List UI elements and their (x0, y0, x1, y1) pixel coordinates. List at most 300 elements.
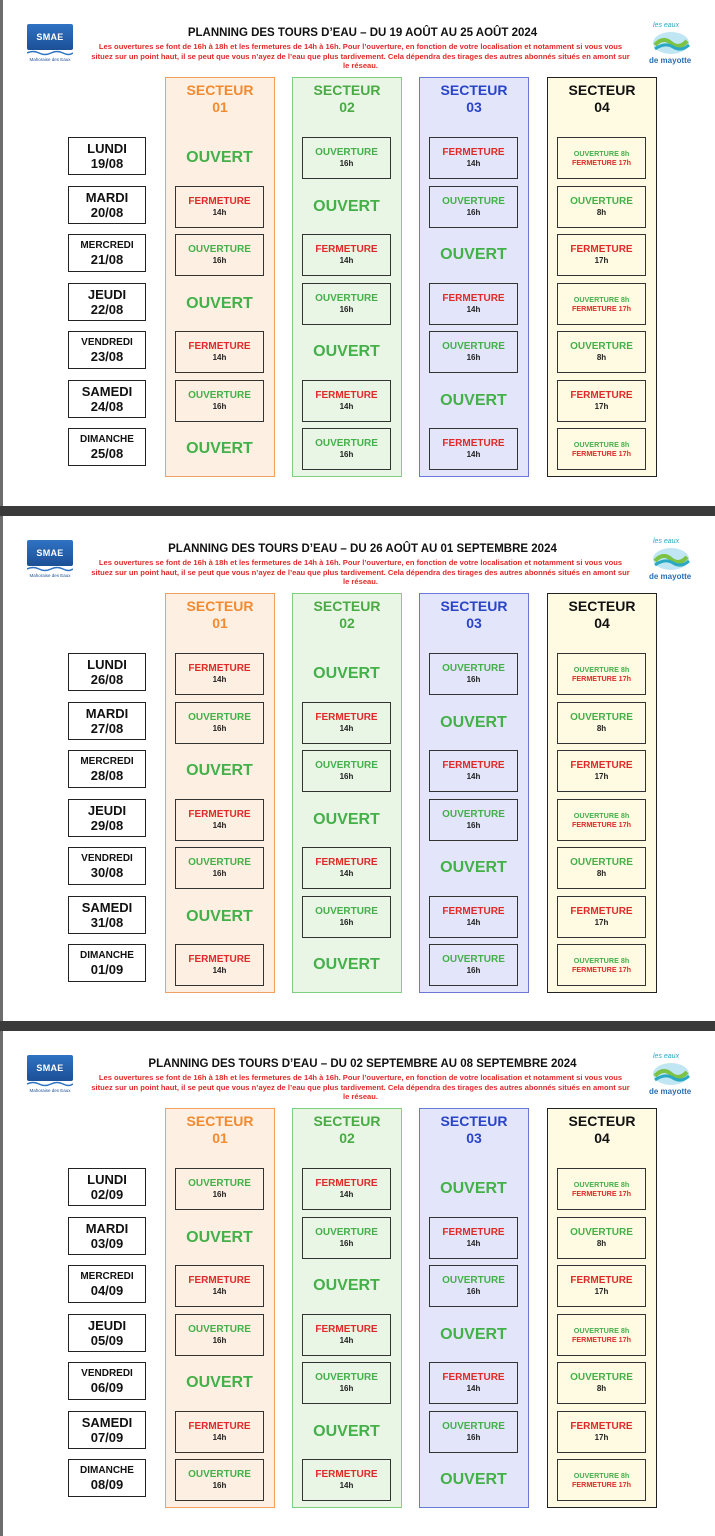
opening-label: OUVERTURE (442, 1420, 505, 1432)
day-date: 03/09 (90, 1235, 124, 1251)
opening-label: OUVERTURE (315, 292, 378, 304)
smae-logo-text: SMAE (27, 24, 73, 50)
opening-8h-label: OUVERTURE 8h (573, 1471, 630, 1480)
status-time: 16h (339, 304, 354, 314)
open-status: OUVERT (313, 1422, 380, 1440)
status-box (557, 1314, 646, 1356)
schedule-cell (175, 750, 264, 792)
status-box (302, 1168, 391, 1210)
open-status: OUVERT (186, 762, 253, 779)
closing-label: FERMETURE (442, 147, 505, 158)
schedule-cell (557, 1459, 646, 1501)
schedule-cell (429, 847, 518, 889)
status-time: 14h (466, 917, 481, 927)
opening-8h-label: OUVERTURE 8h (573, 149, 630, 158)
schedule-cell (429, 380, 518, 422)
closing-label: FERMETURE (442, 292, 505, 304)
schedule-cell (175, 137, 264, 179)
sector-header-label: SECTEUR (186, 598, 254, 614)
sector-column-4 (547, 77, 657, 477)
opening-label: OUVERTURE (188, 389, 251, 401)
status-time: 14h (339, 1335, 354, 1345)
opening-label: OUVERTURE (315, 905, 378, 917)
closing-label: FERMETURE (442, 1372, 505, 1383)
schedule-page (0, 1031, 715, 1536)
day-label (68, 234, 146, 272)
day-name: MERCREDI (80, 756, 134, 767)
sector-header (420, 598, 528, 632)
schedule-cell (429, 1265, 518, 1307)
closing-label: FERMETURE (442, 1226, 505, 1238)
closing-label: FERMETURE (315, 244, 378, 255)
closing-label: FERMETURE (188, 195, 251, 207)
status-time: 14h (212, 820, 227, 830)
status-time: 14h (212, 353, 227, 362)
status-time: 14h (466, 304, 481, 314)
status-time: 17h (594, 772, 609, 781)
schedule-cell (175, 799, 264, 841)
sector-header (293, 598, 401, 632)
schedule-cell (175, 1411, 264, 1453)
schedule-cell (557, 1314, 646, 1356)
smae-logo-text: SMAE (27, 1055, 73, 1081)
sector-header-number: 01 (212, 99, 228, 115)
schedule-cell (175, 234, 264, 276)
schedule-cell (557, 1411, 646, 1453)
sector-column-3 (419, 77, 529, 477)
sector-column-1 (165, 1108, 275, 1508)
status-box (175, 702, 264, 744)
schedule-cell (175, 896, 264, 938)
status-box (557, 234, 646, 276)
schedule-cell (302, 380, 391, 422)
closing-label: FERMETURE (188, 663, 251, 674)
schedule-cell (429, 1411, 518, 1453)
status-box (429, 1362, 518, 1404)
sector-header-label: SECTEUR (568, 82, 636, 98)
status-box (175, 234, 264, 276)
open-status: OUVERT (313, 197, 380, 215)
opening-8h-label: OUVERTURE 8h (573, 956, 630, 965)
status-box (557, 1265, 646, 1307)
mayotte-logo-name: de mayotte (649, 56, 692, 65)
status-time: 14h (212, 675, 227, 684)
status-time: 16h (466, 966, 481, 975)
opening-8h-label: OUVERTURE 8h (573, 665, 630, 674)
day-label (68, 1217, 146, 1255)
closing-17h-label: FERMETURE 17h (571, 674, 632, 683)
schedule-cell (302, 653, 391, 695)
status-time: 8h (596, 1384, 607, 1393)
schedule-cell (302, 847, 391, 889)
status-time: 16h (339, 159, 354, 168)
schedule-cell (429, 186, 518, 228)
closing-label: FERMETURE (442, 905, 505, 917)
day-date: 26/08 (90, 672, 124, 687)
opening-label: OUVERTURE (570, 857, 633, 868)
day-name: SAMEDI (81, 1414, 133, 1430)
day-name: MARDI (85, 1220, 129, 1236)
status-box (557, 896, 646, 938)
schedule-cell (302, 428, 391, 470)
status-box (175, 1411, 264, 1453)
schedule-cell (557, 186, 646, 228)
schedule-cell (302, 1217, 391, 1259)
opening-label: OUVERTURE (570, 1372, 633, 1383)
open-status: OUVERT (440, 1180, 507, 1197)
sector-header-number: 02 (339, 1130, 355, 1146)
sector-header-number: 01 (212, 615, 228, 631)
schedule-cell (429, 944, 518, 986)
day-date: 23/08 (90, 349, 124, 364)
closing-label: FERMETURE (570, 1275, 633, 1286)
status-box (557, 702, 646, 744)
schedule-cell (557, 234, 646, 276)
sector-header (293, 82, 401, 116)
sector-header (166, 1113, 274, 1147)
schedule-cell (557, 283, 646, 325)
status-box (175, 186, 264, 228)
status-box (557, 653, 646, 695)
opening-label: OUVERTURE (315, 760, 378, 771)
closing-17h-label: FERMETURE 17h (571, 1480, 632, 1489)
opening-label: OUVERTURE (315, 1372, 378, 1383)
status-box (557, 331, 646, 373)
opening-8h-label: OUVERTURE 8h (573, 1180, 630, 1189)
opening-label: OUVERTURE (442, 663, 505, 674)
sector-header-number: 03 (466, 1130, 482, 1146)
schedule-cell (429, 799, 518, 841)
closing-label: FERMETURE (442, 438, 505, 449)
day-label (68, 896, 146, 934)
status-time: 16h (212, 1335, 227, 1345)
mayotte-logo-top: les eaux (653, 538, 680, 545)
status-time: 17h (594, 401, 609, 411)
open-status: OUVERT (440, 713, 507, 731)
closing-label: FERMETURE (315, 1469, 378, 1480)
schedule-cell (302, 1168, 391, 1210)
schedule-cell (429, 331, 518, 373)
opening-label: OUVERTURE (188, 1323, 251, 1335)
open-status: OUVERT (186, 1374, 253, 1391)
opening-label: OUVERTURE (442, 808, 505, 820)
status-time: 16h (212, 723, 227, 733)
day-name: VENDREDI (81, 1368, 133, 1379)
day-label (68, 1314, 146, 1352)
status-box (175, 1459, 264, 1501)
page-title: PLANNING DES TOURS D’EAU – DU 26 AOÛT AU 01 SEPTEMBRE 2024 (168, 543, 557, 555)
schedule-cell (557, 137, 646, 179)
closing-label: FERMETURE (315, 857, 378, 868)
closing-label: FERMETURE (570, 1420, 633, 1432)
closing-label: FERMETURE (188, 808, 251, 820)
day-name: DIMANCHE (80, 434, 134, 445)
page-edge (0, 1031, 3, 1536)
schedule-cell (429, 750, 518, 792)
status-time: 16h (466, 1287, 481, 1296)
opening-8h-label: OUVERTURE 8h (573, 440, 630, 449)
smae-tagline: Mahoraise des Eaux (29, 573, 71, 578)
sector-header-number: 02 (339, 99, 355, 115)
water-wave-icon (649, 30, 693, 56)
status-time: 16h (339, 1384, 354, 1393)
sector-header-label: SECTEUR (440, 82, 508, 98)
schedule-cell (175, 702, 264, 744)
day-name: SAMEDI (81, 383, 133, 399)
opening-8h-label: OUVERTURE 8h (573, 294, 630, 304)
schedule-cell (557, 944, 646, 986)
sector-header (166, 598, 274, 632)
day-date: 25/08 (90, 446, 124, 461)
closing-17h-label: FERMETURE 17h (571, 1334, 632, 1344)
opening-label: OUVERTURE (570, 195, 633, 207)
schedule-cell (429, 653, 518, 695)
wave-icon (27, 1081, 73, 1087)
status-box (429, 283, 518, 325)
status-time: 16h (339, 450, 354, 459)
sector-header (293, 1113, 401, 1147)
schedule-cell (302, 896, 391, 938)
status-time: 14h (339, 723, 354, 733)
closing-label: FERMETURE (315, 1323, 378, 1335)
closing-17h-label: FERMETURE 17h (571, 303, 632, 313)
closing-label: FERMETURE (315, 1178, 378, 1189)
schedule-cell (175, 1314, 264, 1356)
smae-logo (27, 1055, 73, 1097)
status-box (302, 1362, 391, 1404)
sector-column-1 (165, 77, 275, 477)
schedule-cell (557, 1362, 646, 1404)
open-status: OUVERT (313, 343, 380, 360)
sector-header-label: SECTEUR (313, 598, 381, 614)
page-title: PLANNING DES TOURS D’EAU – DU 19 AOÛT AU 25 AOÛT 2024 (187, 27, 538, 39)
status-box (175, 1265, 264, 1307)
status-time: 16h (212, 256, 227, 265)
status-box (429, 1411, 518, 1453)
status-box (175, 380, 264, 422)
status-box (302, 380, 391, 422)
schedule-cell (557, 380, 646, 422)
status-box (429, 653, 518, 695)
schedule-cell (557, 1217, 646, 1259)
sector-header (548, 1113, 656, 1147)
status-time: 16h (339, 1238, 354, 1248)
day-label (68, 653, 146, 691)
open-status: OUVERT (186, 294, 253, 312)
closing-17h-label: FERMETURE 17h (571, 965, 632, 974)
schedule-cell (175, 331, 264, 373)
day-date: 01/09 (90, 962, 124, 977)
status-box (557, 1362, 646, 1404)
mayotte-logo-name: de mayotte (649, 1087, 692, 1096)
opening-label: OUVERTURE (315, 147, 378, 158)
open-status: OUVERT (186, 907, 253, 925)
status-box (302, 137, 391, 179)
day-name: JEUDI (87, 802, 127, 818)
mayotte-logo-top: les eaux (653, 22, 680, 29)
opening-label: OUVERTURE (315, 438, 378, 449)
opening-8h-label: OUVERTURE 8h (573, 1325, 630, 1335)
status-time: 16h (466, 675, 481, 684)
schedule-cell (557, 702, 646, 744)
status-time: 14h (339, 401, 354, 411)
status-box (429, 137, 518, 179)
schedule-cell (557, 799, 646, 841)
open-status: OUVERT (313, 810, 380, 828)
closing-label: FERMETURE (188, 954, 251, 965)
status-time: 8h (596, 207, 607, 217)
sector-header-number: 04 (594, 1130, 610, 1146)
day-date: 31/08 (90, 914, 124, 930)
page-title: PLANNING DES TOURS D’EAU – DU 02 SEPTEMBRE AU 08 SEPTEMBRE 2024 (148, 1058, 577, 1070)
status-time: 14h (466, 159, 481, 168)
day-label (68, 283, 146, 321)
schedule-cell (429, 137, 518, 179)
schedule-cell (429, 1168, 518, 1210)
day-date: 24/08 (90, 398, 124, 414)
status-box (175, 944, 264, 986)
status-time: 16h (466, 1432, 481, 1442)
status-time: 16h (212, 401, 227, 411)
closing-label: FERMETURE (188, 1275, 251, 1286)
sector-header (420, 1113, 528, 1147)
schedule-cell (302, 702, 391, 744)
schedule-cell (429, 896, 518, 938)
schedule-cell (175, 1362, 264, 1404)
closing-label: FERMETURE (570, 905, 633, 917)
day-name: LUNDI (87, 1172, 127, 1187)
open-status: OUVERT (440, 859, 507, 876)
status-time: 14h (466, 772, 481, 781)
opening-8h-label: OUVERTURE 8h (573, 810, 630, 820)
status-time: 8h (596, 869, 607, 878)
schedule-cell (429, 702, 518, 744)
schedule-cell (429, 428, 518, 470)
smae-logo (27, 540, 73, 582)
status-box (302, 847, 391, 889)
schedule-cell (557, 847, 646, 889)
day-name: LUNDI (87, 657, 127, 672)
day-label (68, 1459, 146, 1497)
status-box (429, 750, 518, 792)
day-name: JEUDI (87, 286, 127, 302)
status-box (557, 283, 646, 325)
schedule-cell (175, 380, 264, 422)
open-status: OUVERT (186, 149, 253, 166)
opening-label: OUVERTURE (570, 341, 633, 352)
day-name: VENDREDI (81, 853, 133, 864)
sector-header-number: 03 (466, 99, 482, 115)
status-box (429, 428, 518, 470)
schedule-cell (302, 1362, 391, 1404)
closing-17h-label: FERMETURE 17h (571, 819, 632, 829)
day-label (68, 1411, 146, 1449)
page-edge (0, 0, 3, 506)
status-time: 8h (596, 353, 607, 362)
status-box (429, 331, 518, 373)
day-date: 28/08 (90, 768, 124, 783)
status-time: 8h (596, 723, 607, 733)
opening-label: OUVERTURE (442, 954, 505, 965)
status-box (302, 283, 391, 325)
smae-tagline: Mahoraise des Eaux (29, 1088, 71, 1093)
status-time: 17h (594, 1432, 609, 1442)
sector-header-label: SECTEUR (313, 1113, 381, 1129)
day-label (68, 1265, 146, 1303)
day-label (68, 137, 146, 175)
sector-header-label: SECTEUR (440, 598, 508, 614)
closing-label: FERMETURE (188, 1420, 251, 1432)
open-status: OUVERT (440, 391, 507, 409)
page-edge (0, 516, 3, 1021)
schedule-cell (429, 1362, 518, 1404)
schedule-cell (302, 186, 391, 228)
status-time: 16h (212, 869, 227, 878)
day-name: LUNDI (87, 141, 127, 156)
schedule-cell (175, 1265, 264, 1307)
sector-header-label: SECTEUR (313, 82, 381, 98)
schedule-cell (429, 1217, 518, 1259)
sector-column-1 (165, 593, 275, 993)
sector-header-number: 01 (212, 1130, 228, 1146)
status-box (302, 702, 391, 744)
schedule-cell (302, 1411, 391, 1453)
status-time: 16h (339, 917, 354, 927)
day-name: DIMANCHE (80, 1465, 134, 1476)
sector-header (548, 598, 656, 632)
sector-column-3 (419, 593, 529, 993)
opening-label: OUVERTURE (570, 1226, 633, 1238)
day-label (68, 750, 146, 788)
day-label (68, 944, 146, 982)
sector-header-label: SECTEUR (186, 82, 254, 98)
closing-label: FERMETURE (442, 760, 505, 771)
opening-label: OUVERTURE (315, 1226, 378, 1238)
schedule-note: Les ouvertures se font de 16h à 18h et les fermetures de 14h à 16h. Pour l’ouverture, en fonction de votre localisation et notamment si vous vous situez sur un point haut, il se peut que vous n’ayez de l’eau que plus tardivement. Cela dépendra des tirages des autres abonnés situés en amont sur le réseau. (91, 1073, 630, 1102)
open-status: OUVERT (313, 1277, 380, 1294)
schedule-cell (175, 1168, 264, 1210)
status-box (175, 1168, 264, 1210)
closing-label: FERMETURE (570, 389, 633, 401)
eaux-de-mayotte-logo (649, 538, 693, 584)
status-box (557, 380, 646, 422)
schedule-cell (557, 331, 646, 373)
status-time: 14h (212, 966, 227, 975)
opening-label: OUVERTURE (188, 1469, 251, 1480)
status-time: 14h (339, 1481, 354, 1490)
schedule-cell (429, 283, 518, 325)
schedule-cell (429, 1459, 518, 1501)
smae-tagline: Mahoraise des Eaux (29, 57, 71, 62)
day-name: MARDI (85, 705, 129, 721)
closing-label: FERMETURE (188, 341, 251, 352)
status-box (557, 137, 646, 179)
status-box (302, 750, 391, 792)
day-date: 07/09 (90, 1429, 124, 1445)
opening-label: OUVERTURE (570, 711, 633, 723)
status-time: 16h (466, 820, 481, 830)
sector-column-3 (419, 1108, 529, 1508)
open-status: OUVERT (186, 1228, 253, 1246)
sector-header-label: SECTEUR (186, 1113, 254, 1129)
status-time: 14h (466, 1238, 481, 1248)
day-label (68, 331, 146, 369)
day-name: MERCREDI (80, 1271, 134, 1282)
sector-header-number: 03 (466, 615, 482, 631)
day-date: 08/09 (90, 1477, 124, 1492)
day-date: 06/09 (90, 1380, 124, 1395)
schedule-cell (175, 186, 264, 228)
